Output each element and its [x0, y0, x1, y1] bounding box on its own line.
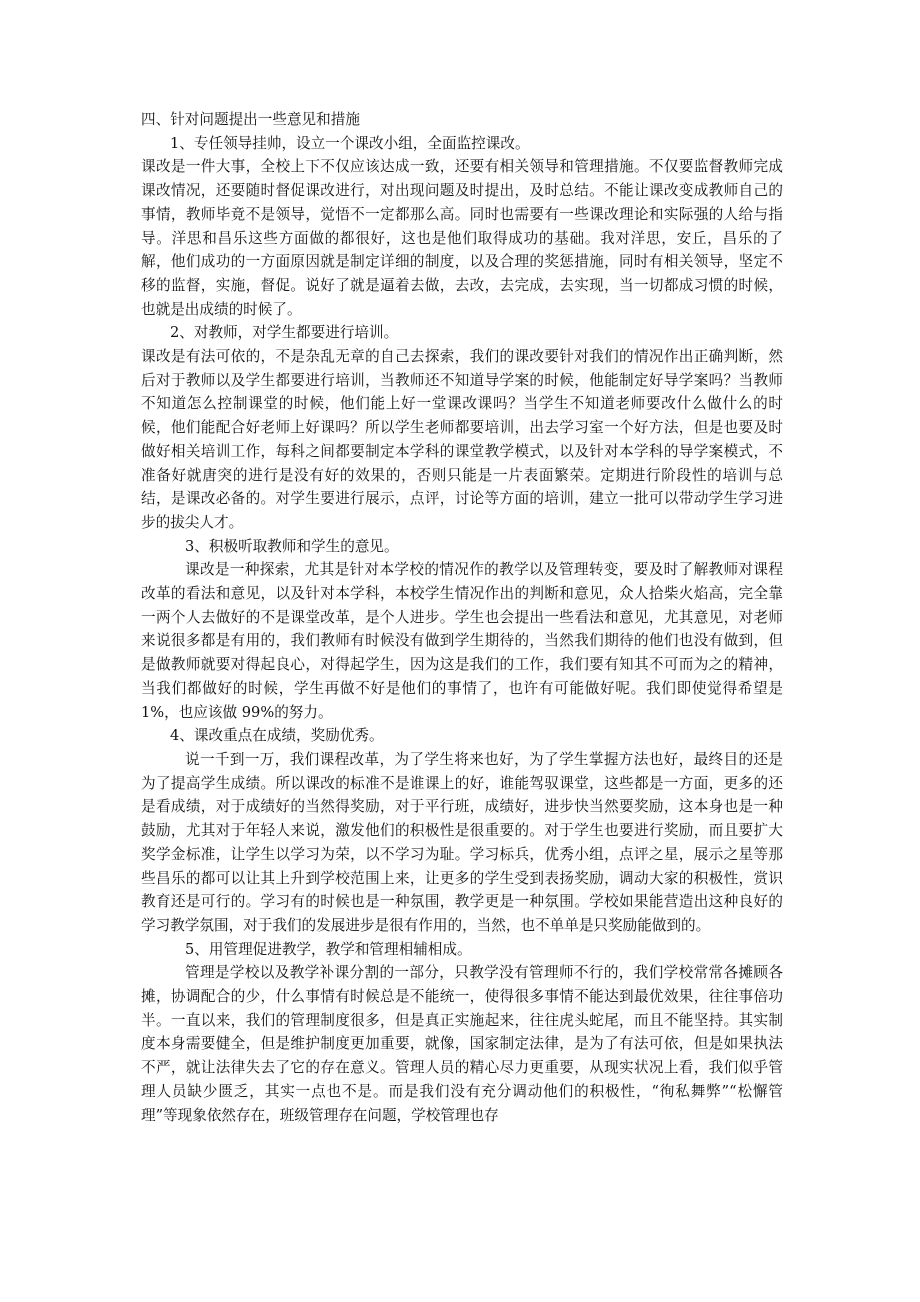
- item-1-title: 1、专任领导挂帅，设立一个课改小组，全面监控课改。: [170, 134, 530, 152]
- item-5-title: 5、用管理促进教学，教学和管理相辅相成。: [185, 940, 472, 958]
- item-2-paragraph: 课改是有法可依的，不是杂乱无章的自己去探索，我们的课改要针对我们的情况作出正确判断，然后对于教师以及学生都要进行培训，当教师还不知道导学案的时候，他能制定好导学案吗？当教师不知道怎么控制课堂的时候，他们能上好一堂课改课吗？当学生不知道老师要改什么做什么的时候，他们能配合好老师上好课吗？所以学生老师都要培训，出去学习室一个好方法，但是也要及时做好相关培训工作，每科之间都要制定本学科的课堂教学模式，以及针对本学科的导学案模式，不准备好就唐突的进行是没有好的效果的，否则只能是一片表面繁荣。定期进行阶段性的培训与总结，是课改必备的。对学生要进行展示，点评，讨论等方面的培训，建立一批可以带动学生学习进步的拔尖人才。: [141, 348, 783, 531]
- section-heading: 四、针对问题提出一些意见和措施: [141, 111, 360, 128]
- item-5-paragraph: 管理是学校以及教学补课分割的一部分，只教学没有管理师不行的，我们学校常常各摊顾各摊，协调配合的少，什么事情有时候总是不能统一，使得很多事情不能达到最优效果，往往事倍功半。一直以来，我们的管理制度很多，但是真正实施起来，往往虎头蛇尾，而且不能坚持。其实制度本身需要健全，但是维护制度更加重要，就像，国家制定法律，是为了有法可依，但是如果执法不严，就让法律失去了它的存在意义。管理人员的精心尽力更重要，从现实状况上看，我们似乎管理人员缺少匮乏，其实一点也不是。而是我们没有充分调动他们的积极性，“徇私舞弊”“松懈管理”等现象依然存在，班级管理存在问题，学校管理也存: [141, 964, 783, 1124]
- item-4-paragraph: 说一千到一万，我们课程改革，为了学生将来也好，为了学生掌握方法也好，最终目的还是为了提高学生成绩。所以课改的标准不是谁课上的好，谁能驾驭课堂，这些都是一方面，更多的还是看成绩，对于成绩好的当然得奖励，对于平行班，成绩好，进步快当然要奖励，这本身也是一种鼓励，尤其对于年轻人来说，激发他们的积极性是很重要的。对于学生也要进行奖励，而且要扩大奖学金标准，让学生以学习为荣，以不学习为耻。学习标兵，优秀小组，点评之星，展示之星等那些昌乐的都可以让其上升到学校范围上来，让更多的学生受到表扬奖励，调动大家的积极性，赏识教育还是可行的。学习有的时候也是一种氛围，教学更是一种氛围。学校如果能营造出这种良好的学习教学氛围，对于我们的发展进步是很有作用的，当然，也不单单是只奖励能做到的。: [141, 750, 783, 934]
- item-3-title: 3、积极听取教师和学生的意见。: [185, 537, 399, 555]
- item-1-paragraph: 课改是一件大事，全校上下不仅应该达成一致，还要有相关领导和管理措施。不仅要监督教师完成课改情况，还要随时督促课改进行，对出现问题及时提出，及时总结。不能让课改变成教师自己的事情，教师毕竟不是领导，觉悟不一定都那么高。同时也需要有一些课改理论和实际强的人给与指导。洋思和昌乐这些方面做的都很好，这也是他们取得成功的基础。我对洋思，安丘，昌乐的了解，他们成功的一方面原因就是制定详细的制度，以及合理的奖惩措施，同时有相关领导，坚定不移的监督，实施，督促。说好了就是逼着去做，去改，去完成，去实现，当一切都成习惯的时候，也就是出成绩的时候了。: [141, 158, 783, 318]
- item-4-title: 4、课改重点在成绩，奖励优秀。: [170, 727, 384, 745]
- item-2-title: 2、对教师，对学生都要进行培训。: [170, 324, 399, 342]
- document-page: [141, 108, 783, 1127]
- item-3-paragraph: 课改是一种探索，尤其是针对本学校的情况作的教学以及管理转变，要及时了解教师对课程改革的看法和意见，以及针对本学科，本校学生情况作出的判断和意见，众人拾柴火焰高，完全靠一两个人去做好的不是课堂改革，是个人进步。学生也会提出一些看法和意见，尤其意见，对老师来说很多都是有用的，我们教师有时候没有做到学生期待的，当然我们期待的他们也没有做到，但是做教师就要对得起良心，对得起学生，因为这是我们的工作，我们要有知其不可而为之的精神，当我们都做好的时候，学生再做不好是他们的事情了，也许有可能做好呢。我们即使觉得希望是 1%，也应该做 99%的努力。: [141, 561, 783, 721]
